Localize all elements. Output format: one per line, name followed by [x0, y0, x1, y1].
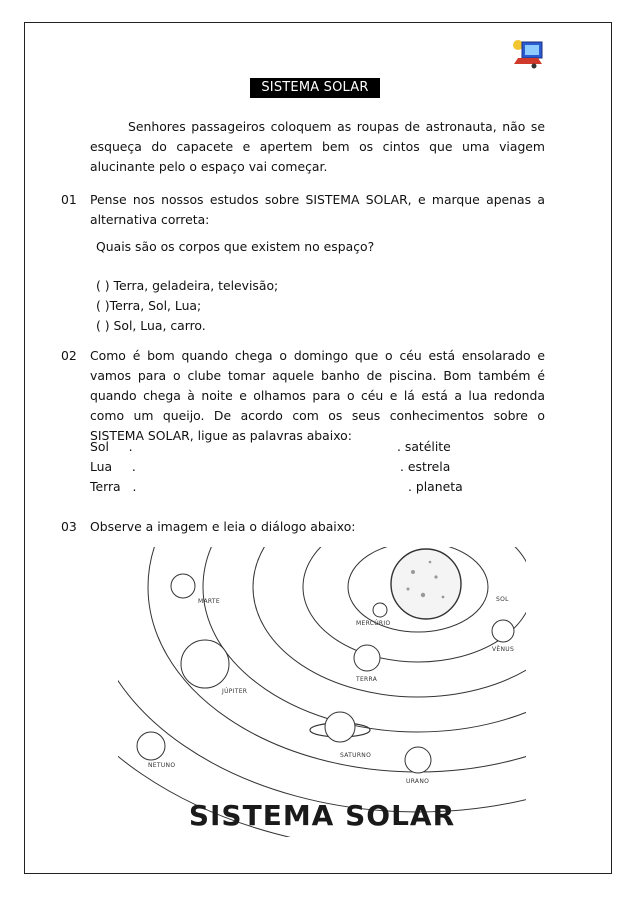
question-1-number: 01 — [61, 192, 77, 207]
match-left-lua[interactable]: Lua . — [90, 459, 136, 474]
label-mercurio: MERCÚRIO — [356, 620, 391, 627]
question-1-option-a[interactable]: ( ) Terra, geladeira, televisão; — [96, 278, 279, 293]
label-marte: MARTE — [198, 598, 220, 605]
question-3-number: 03 — [61, 519, 77, 534]
label-netuno: NETUNO — [148, 762, 176, 769]
question-1-prompt: Quais são os corpos que existem no espaço? — [96, 239, 375, 254]
label-saturno: SATURNO — [340, 752, 372, 759]
match-right-estrela[interactable]: . estrela — [400, 459, 451, 474]
school-logo-icon — [508, 36, 548, 70]
orbit-4 — [203, 547, 526, 732]
question-2-text: Como é bom quando chega o domingo que o céu está ensolarado e vamos para o clube tomar aquele banho de piscina. Bom também é quando chega à noite e olhamos para o céu e lá está a lua redonda como um queijo. De acordo com os seus conhecimentos sobre o SISTEMA SOLAR, ligue as palavras abaixo: — [90, 348, 545, 443]
match-right-satelite[interactable]: . satélite — [397, 439, 451, 454]
question-1-option-c[interactable]: ( ) Sol, Lua, carro. — [96, 318, 206, 333]
question-3-text: Observe a imagem e leia o diálogo abaixo: — [90, 519, 356, 534]
label-terra: TERRA — [356, 676, 378, 683]
mars-planet — [171, 574, 195, 598]
question-1-option-b[interactable]: ( )Terra, Sol, Lua; — [96, 298, 202, 313]
label-venus: VÊNUS — [492, 646, 515, 653]
sun-planet — [391, 549, 461, 619]
venus-planet — [492, 620, 514, 642]
intro-paragraph: Senhores passageiros coloquem as roupas de astronauta, não se esqueça do capacete e apertem bem os cintos que uma viagem alucinante pelo o espaço vai começar. — [90, 119, 545, 174]
neptune-planet — [137, 732, 165, 760]
match-left-sol[interactable]: Sol . — [90, 439, 133, 454]
diagram-banner: SISTEMA SOLAR — [188, 799, 456, 832]
label-urano: URANO — [406, 778, 430, 785]
match-right-planeta[interactable]: . planeta — [408, 479, 463, 494]
label-jupiter: JÚPITER — [222, 688, 248, 695]
jupiter-planet — [181, 640, 229, 688]
question-2-number: 02 — [61, 348, 77, 363]
uranus-planet — [405, 747, 431, 773]
saturn-planet — [325, 712, 355, 742]
solar-system-diagram — [118, 547, 526, 837]
question-1-text: Pense nos nossos estudos sobre SISTEMA SOLAR, e marque apenas a alternativa correta: — [90, 192, 545, 227]
mercury-planet — [373, 603, 387, 617]
label-sol: SOL — [496, 596, 509, 603]
page-title: SISTEMA SOLAR — [250, 78, 380, 98]
earth-planet — [354, 645, 380, 671]
match-left-terra[interactable]: Terra . — [90, 479, 137, 494]
